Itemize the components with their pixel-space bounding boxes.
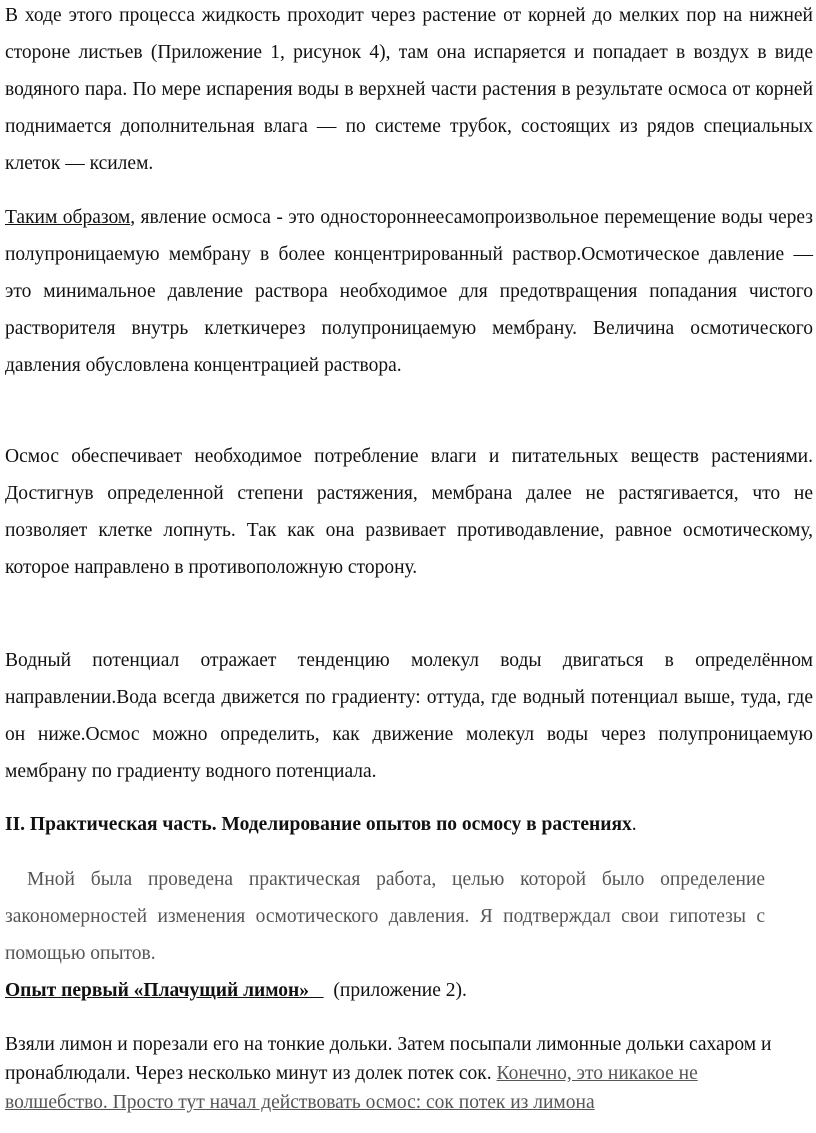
experiment-one-title: Опыт первый «Плачущий лимон» (5, 980, 310, 1001)
underlined-lead-phrase: Таким образом (5, 207, 131, 228)
title-underline-gap (309, 980, 324, 1001)
section-heading-practical (5, 806, 813, 843)
paragraph-practical-intro: Мной была проведена практическая работа, целью которой было определение закономерностей изменения осмотического давления. Я подтверждал свои гипотезы с помощью опытов. (5, 869, 765, 964)
paragraph-osmosis-definition (5, 199, 813, 384)
paragraph-osmosis-function: Осмос обеспечивает необходимое потребление влаги и питательных веществ растениями. Достигнув определенной степени растяжения, мембрана далее не растягивается, что не позволяет клетке лопнуть. Так как она развивает противодавление, равное осмотическому, которое направлено в противоположную сторону. (5, 446, 813, 578)
paragraph-osmosis-definition-text: , явление осмоса - это одностороннеесамопроизвольное перемещение воды через полупроницаемую мембрану в более концентрированный раствор.Осмотическое давление — это минимальное давление раствора необходимое для предотвращения попадания чистого растворителя внутрь клеткичерез полупроницаемую мембрану. Величина осмотического давления обусловлена концентрацией раствора. (5, 207, 813, 376)
paragraph-transpiration: В ходе этого процесса жидкость проходит через растение от корней до мелких пор на нижней стороне листьев (Приложение 1, рисунок 4), там она испаряется и попадает в воздух в виде водяного пара. По мере испарения воды в верхней части растения в результате осмоса от корней поднимается дополнительная влага — по системе трубок, состоящих из рядов специальных клеток — ксилем. (5, 5, 813, 174)
experiment-one-title-line (5, 972, 813, 1009)
experiment-one-note: (приложение 2). (333, 980, 467, 1001)
section-heading-text: II. Практическая часть. Моделирование опытов по осмосу в растениях (5, 814, 632, 835)
paragraph-lemon-plain: Взяли лимон и порезали его на тонкие дольки. Затем посыпали лимонные дольки сахаром и пронаблюдали. Через несколько минут из долек потек сок. (5, 1034, 772, 1084)
paragraph-lemon-experiment (5, 1030, 775, 1117)
section-heading-tail: . (631, 814, 637, 835)
paragraph-lemon-underlined: Конечно, это никакое не волшебство. Просто тут начал действовать осмос: сок потек из лимона (5, 1063, 698, 1113)
paragraph-water-potential: Водный потенциал отражает тенденцию молекул воды двигаться в определённом направлении.Вода всегда движется по градиенту: оттуда, где водный потенциал выше, туда, где он ниже.Осмос можно определить, как движение молекул воды через полупроницаемую мембрану по градиенту водного потенциала. (5, 650, 813, 782)
